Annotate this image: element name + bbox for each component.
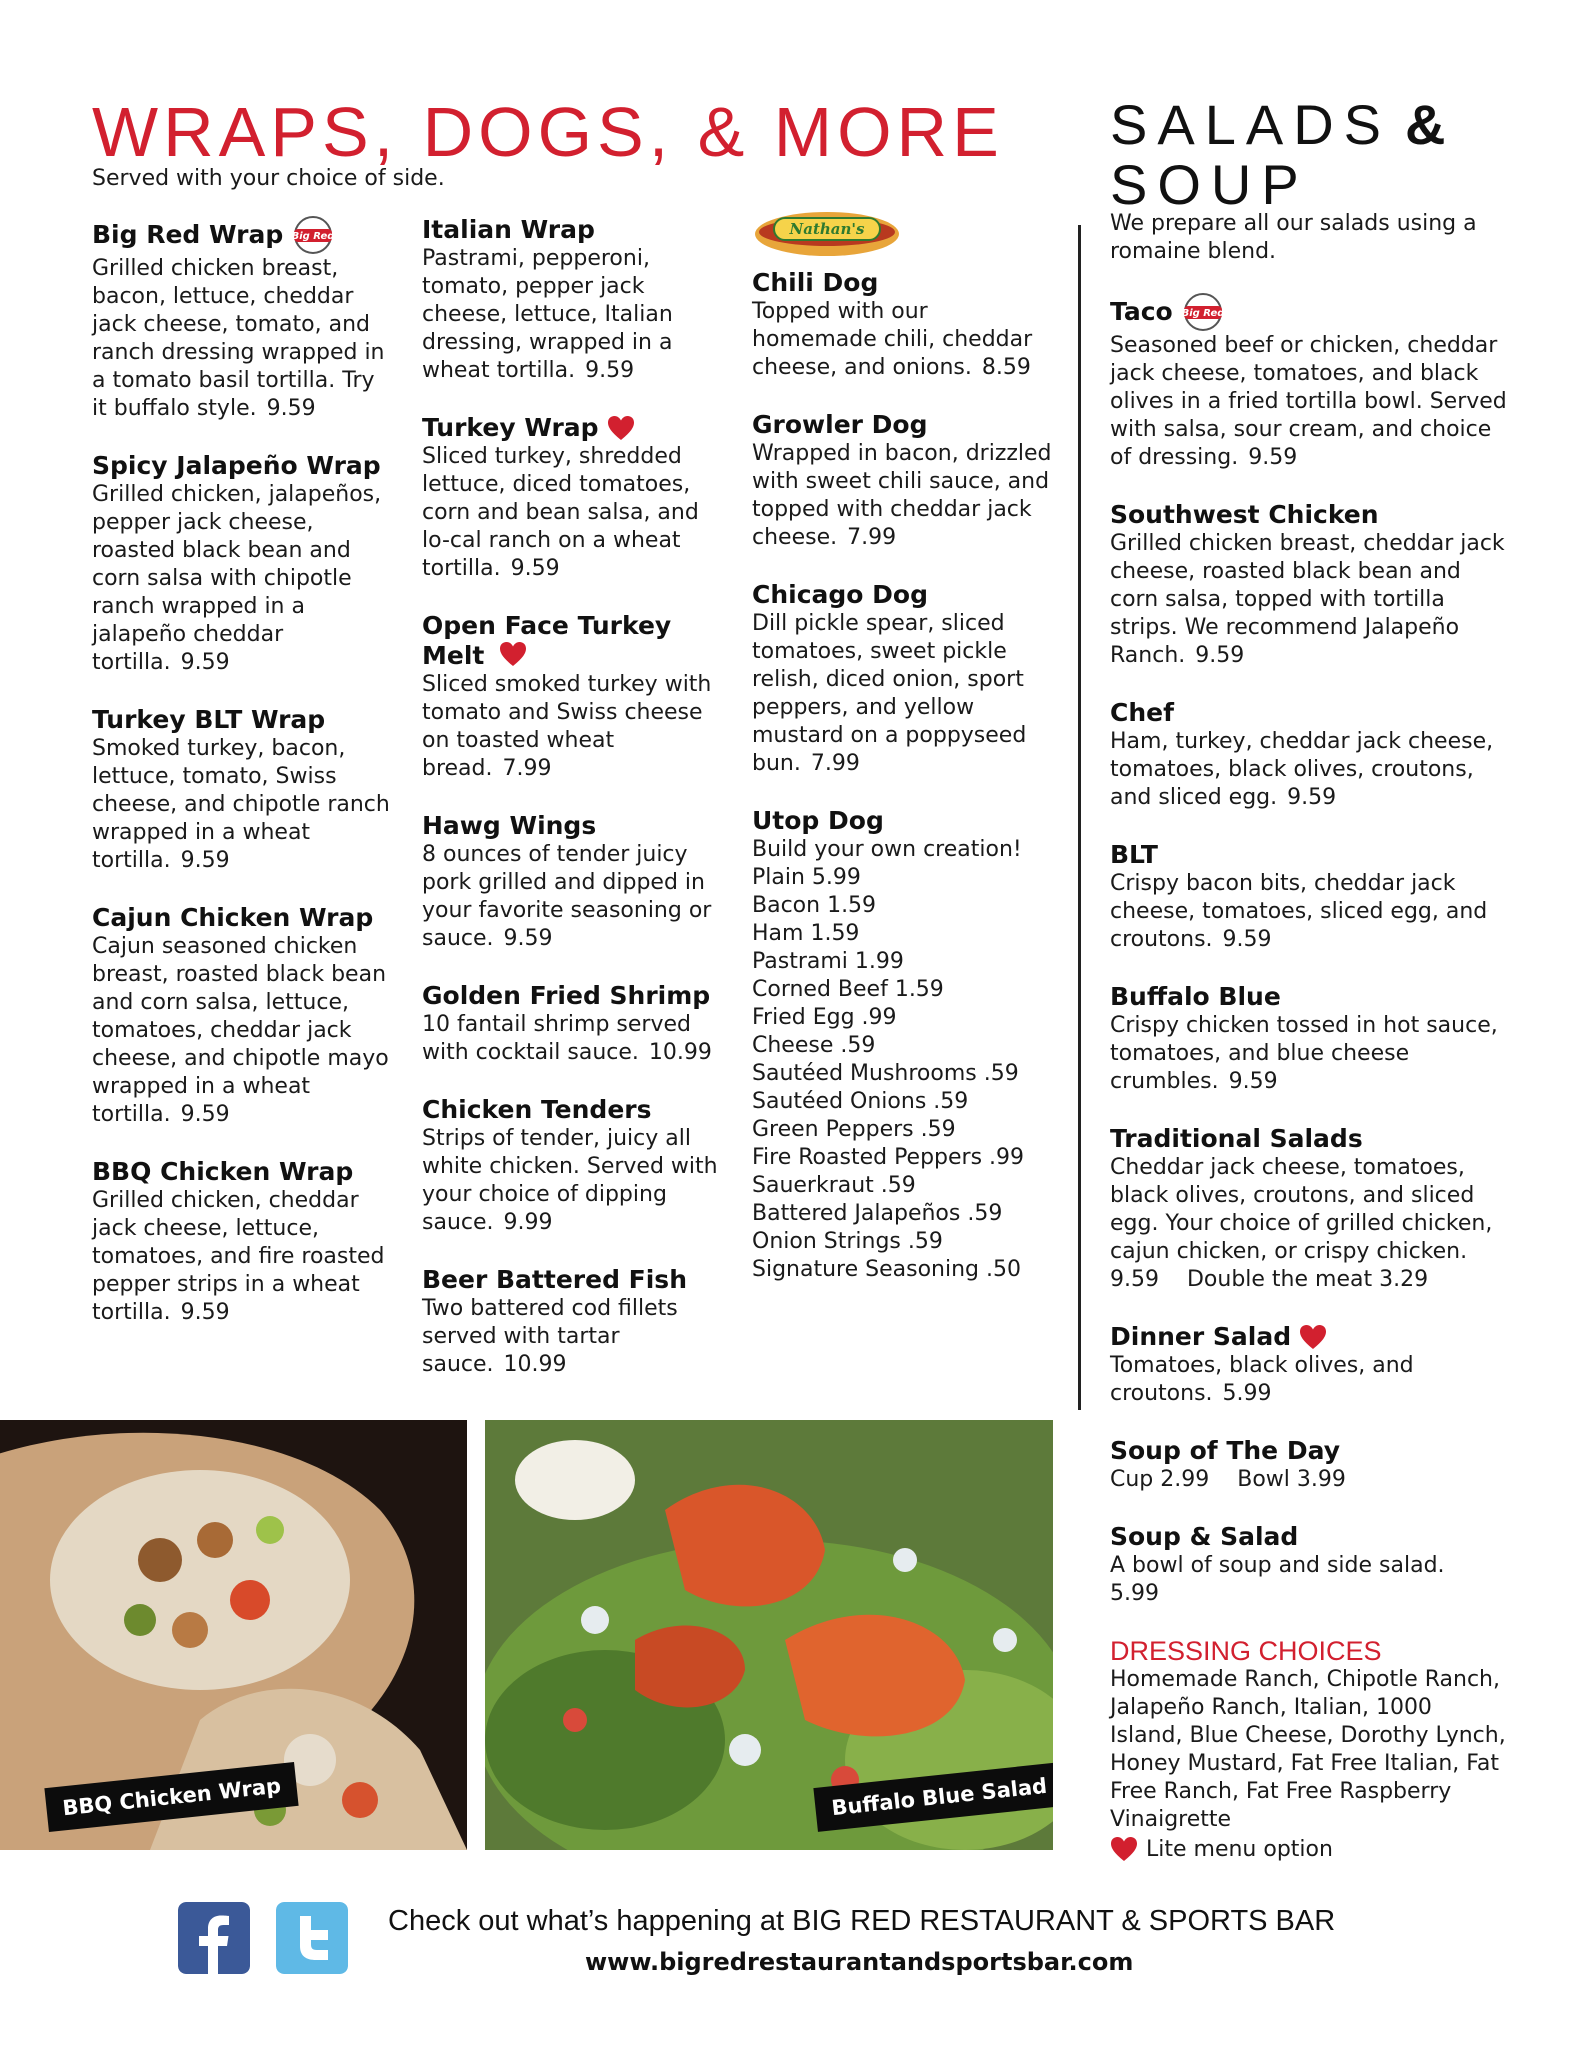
item-name: BBQ Chicken Wrap [92, 1157, 354, 1186]
salads-intro: We prepare all our salads using a romaine blend. [1110, 211, 1477, 264]
heart-icon [1299, 1324, 1327, 1350]
item-desc: Two battered cod fillets served with tartar sauce. [422, 1296, 678, 1377]
item-name: Cajun Chicken Wrap [92, 903, 374, 932]
list-item: Green Peppers .59 [752, 1117, 956, 1142]
item-name: Chef [1110, 698, 1174, 727]
menu-item-big-red-wrap [92, 215, 392, 423]
item-desc: Cajun seasoned chicken breast, roasted black bean and corn salsa, lettuce, tomatoes, cheddar jack cheese, and chipotle mayo wrapped in a wheat tortilla. [92, 934, 389, 1127]
item-price: 9.59 [180, 1102, 230, 1127]
item-price: 5.99 [1110, 1581, 1159, 1606]
list-item: Battered Jalapeños .59 [752, 1201, 1003, 1226]
menu-item-blt-salad [1110, 840, 1510, 954]
item-name: Soup of The Day [1110, 1436, 1340, 1465]
utop-addon-list [752, 864, 1052, 1284]
item-name: Golden Fried Shrimp [422, 981, 711, 1010]
list-item: Corned Beef 1.59 [752, 977, 944, 1002]
menu-item-chicago-dog [752, 580, 1052, 778]
page-subtitle: Served with your choice of side. [92, 166, 445, 191]
item-price: 9.59 [503, 926, 553, 951]
item-name: Chicken Tenders [422, 1095, 652, 1124]
item-price: 7.99 [810, 751, 860, 776]
item-desc: Grilled chicken, cheddar jack cheese, lettuce, tomatoes, and fire roasted pepper strips in a wheat tortilla. [92, 1188, 385, 1325]
dressing-choices-title: DRESSING CHOICES [1110, 1636, 1382, 1666]
item-desc: A bowl of soup and side salad. [1110, 1553, 1445, 1578]
salads-title-line1: SALADS [1110, 93, 1391, 156]
item-name: Big Red Wrap [92, 220, 284, 249]
menu-column-more [422, 215, 722, 1407]
item-price: 9.59 [180, 650, 230, 675]
page-title: WRAPS, DOGS, & MORE [92, 93, 1004, 171]
big-red-badge-icon [291, 215, 335, 255]
big-red-badge-icon [1181, 292, 1225, 332]
item-name: Chicago Dog [752, 580, 929, 609]
badge-text: Big Red [291, 231, 335, 242]
item-desc: Crispy bacon bits, cheddar jack cheese, tomatoes, sliced egg, and croutons. [1110, 871, 1488, 952]
item-price: 7.99 [502, 756, 552, 781]
menu-item-traditional-salads [1110, 1124, 1510, 1294]
menu-item-chef-salad [1110, 698, 1510, 812]
item-desc: Sliced turkey, shredded lettuce, diced tomatoes, corn and bean salsa, and lo-cal ranch on a wheat tortilla. [422, 444, 699, 581]
menu-item-chicken-tenders [422, 1095, 722, 1237]
item-desc: Seasoned beef or chicken, cheddar jack cheese, tomatoes, and black olives in a fried tortilla bowl. Served with salsa, sour cream, and choice of dressing. [1110, 333, 1507, 470]
list-item: Sauerkraut .59 [752, 1173, 916, 1198]
menu-column-dogs [752, 205, 1052, 1312]
item-desc: Build your own creation! [752, 837, 1022, 862]
photo-caption: Buffalo Blue Salad [813, 1762, 1053, 1832]
menu-item-taco-salad [1110, 292, 1510, 472]
item-desc: Dill pickle spear, sliced tomatoes, sweet pickle relish, diced onion, sport peppers, and yellow mustard on a poppyseed bun. [752, 611, 1027, 776]
item-name: Growler Dog [752, 410, 928, 439]
item-price: 9.59 [266, 396, 316, 421]
list-item: Sautéed Onions .59 [752, 1089, 969, 1114]
item-name: Open Face Turkey Melt [422, 611, 672, 670]
item-name: Dinner Salad [1110, 1322, 1292, 1351]
item-desc: Pastrami, pepperoni, tomato, pepper jack cheese, lettuce, Italian dressing, wrapped in a wheat tortilla. [422, 246, 673, 383]
list-item: Onion Strings .59 [752, 1229, 943, 1254]
item-desc: Strips of tender, juicy all white chicken. Served with your choice of dipping sauce. [422, 1126, 718, 1235]
photo-caption: BBQ Chicken Wrap [44, 1762, 299, 1832]
item-desc: Wrapped in bacon, drizzled with sweet chili sauce, and topped with cheddar jack cheese. [752, 441, 1052, 550]
item-desc: Smoked turkey, bacon, lettuce, tomato, Swiss cheese, and chipotle ranch wrapped in a wheat tortilla. [92, 736, 390, 873]
menu-item-soup-of-the-day [1110, 1436, 1510, 1494]
menu-item-soup-and-salad [1110, 1522, 1510, 1608]
list-item: Sautéed Mushrooms .59 [752, 1061, 1019, 1086]
item-name: BLT [1110, 840, 1158, 869]
website-link[interactable]: www.bigredrestaurantandsportsbar.com [585, 1948, 1134, 1976]
lite-menu-label: Lite menu option [1146, 1836, 1333, 1862]
item-desc: Ham, turkey, cheddar jack cheese, tomatoes, black olives, croutons, and sliced egg. [1110, 729, 1494, 810]
item-desc: Tomatoes, black olives, and croutons. [1110, 1353, 1414, 1406]
item-name: Utop Dog [752, 806, 884, 835]
item-name: Buffalo Blue [1110, 982, 1281, 1011]
heart-icon [1110, 1836, 1138, 1862]
item-price: 9.59 [1110, 1267, 1159, 1292]
item-desc: Grilled chicken, jalapeños, pepper jack cheese, roasted black bean and corn salsa with chipotle ranch wrapped in a jalapeño cheddar tortilla. [92, 482, 382, 675]
menu-item-dinner-salad [1110, 1322, 1510, 1408]
item-desc: Crispy chicken tossed in hot sauce, tomatoes, and blue cheese crumbles. [1110, 1013, 1498, 1094]
lite-menu-legend [1110, 1836, 1333, 1862]
list-item: Signature Seasoning .50 [752, 1257, 1021, 1282]
menu-item-turkey-wrap [422, 413, 722, 583]
list-item: Ham 1.59 [752, 921, 860, 946]
facebook-icon[interactable] [178, 1902, 250, 1974]
menu-item-open-face-turkey-melt [422, 611, 722, 783]
item-price: 9.99 [503, 1210, 553, 1235]
column-divider [1078, 225, 1081, 1410]
item-desc: Cheddar jack cheese, tomatoes, black olives, croutons, and sliced egg. Your choice of grilled chicken, cajun chicken, or crispy chicken. [1110, 1155, 1493, 1264]
item-desc: Topped with our homemade chili, cheddar cheese, and onions. [752, 299, 1033, 380]
menu-item-turkey-blt-wrap [92, 705, 392, 875]
dressing-choices-list: Homemade Ranch, Chipotle Ranch, Jalapeño Ranch, Italian, 1000 Island, Blue Cheese, Dorothy Lynch, Honey Mustard, Fat Free Italian, Fat Free Ranch, Fat Free Raspberry Vinaigrette [1110, 1667, 1506, 1832]
item-name: Beer Battered Fish [422, 1265, 687, 1294]
item-price: 9.59 [1248, 445, 1298, 470]
item-desc: Grilled chicken breast, bacon, lettuce, cheddar jack cheese, tomato, and ranch dressing wrapped in a tomato basil tortilla. Try it buffalo style. [92, 256, 385, 421]
badge-text: Big Red [1181, 308, 1225, 319]
salads-title-amp: & [1405, 93, 1446, 156]
item-name: Traditional Salads [1110, 1124, 1363, 1153]
item-price: 9.59 [510, 556, 560, 581]
heart-icon [607, 415, 635, 441]
menu-item-chili-dog [752, 268, 1052, 382]
item-price: 9.59 [180, 848, 230, 873]
menu-column-wraps [92, 215, 392, 1355]
list-item: Cheese .59 [752, 1033, 876, 1058]
menu-item-southwest-chicken [1110, 500, 1510, 670]
item-name: Soup & Salad [1110, 1522, 1299, 1551]
item-price: 9.59 [1195, 643, 1245, 668]
item-price: 8.59 [981, 355, 1031, 380]
menu-column-salads [1110, 210, 1510, 1834]
salads-section-title [1110, 95, 1445, 215]
item-price: 5.99 [1222, 1381, 1272, 1406]
item-name: Taco [1110, 297, 1173, 326]
list-item: Bacon 1.59 [752, 893, 877, 918]
menu-item-utop-dog [752, 806, 1052, 1284]
logo-text: Nathan's [789, 220, 865, 238]
item-name: Italian Wrap [422, 215, 595, 244]
soup-bowl-price: Bowl 3.99 [1237, 1467, 1346, 1492]
bbq-chicken-wrap-photo [0, 1420, 467, 1850]
menu-item-bbq-chicken-wrap [92, 1157, 392, 1327]
menu-item-growler-dog [752, 410, 1052, 552]
menu-item-buffalo-blue [1110, 982, 1510, 1096]
menu-item-italian-wrap [422, 215, 722, 385]
menu-item-golden-fried-shrimp [422, 981, 722, 1067]
item-price: 10.99 [648, 1040, 712, 1065]
list-item: Fire Roasted Peppers .99 [752, 1145, 1025, 1170]
nathans-hotdog-logo [752, 200, 902, 260]
item-desc: Grilled chicken breast, cheddar jack cheese, roasted black bean and corn salsa, topped with tortilla strips. We recommend Jalapeño Ranch. [1110, 531, 1505, 668]
buffalo-blue-salad-photo [485, 1420, 1053, 1850]
salads-title-line2: SOUP [1110, 153, 1309, 216]
item-name: Hawg Wings [422, 811, 597, 840]
item-price: 9.59 [1287, 785, 1337, 810]
item-price: 9.59 [180, 1300, 230, 1325]
twitter-icon[interactable] [276, 1902, 348, 1974]
item-price: 7.99 [847, 525, 897, 550]
soup-cup-price: Cup 2.99 [1110, 1467, 1210, 1492]
list-item: Pastrami 1.99 [752, 949, 904, 974]
heart-icon [499, 641, 527, 667]
item-price: 9.59 [585, 358, 635, 383]
menu-item-cajun-chicken-wrap [92, 903, 392, 1129]
item-desc: 8 ounces of tender juicy pork grilled and dipped in your favorite seasoning or sauce. [422, 842, 712, 951]
footer-tagline: Check out what’s happening at BIG RED RESTAURANT & SPORTS BAR [388, 1905, 1336, 1937]
item-desc: Sliced smoked turkey with tomato and Swiss cheese on toasted wheat bread. [422, 672, 712, 781]
item-name: Spicy Jalapeño Wrap [92, 451, 381, 480]
item-name: Chili Dog [752, 268, 879, 297]
item-desc: 10 fantail shrimp served with cocktail sauce. [422, 1012, 691, 1065]
item-extra: Double the meat 3.29 [1186, 1267, 1429, 1292]
item-price: 10.99 [503, 1352, 567, 1377]
list-item: Fried Egg .99 [752, 1005, 897, 1030]
item-name: Turkey BLT Wrap [92, 705, 326, 734]
menu-item-beer-battered-fish [422, 1265, 722, 1379]
list-item: Plain 5.99 [752, 865, 861, 890]
item-price: 9.59 [1228, 1069, 1278, 1094]
item-name: Southwest Chicken [1110, 500, 1379, 529]
menu-item-spicy-jalapeno-wrap [92, 451, 392, 677]
menu-item-hawg-wings [422, 811, 722, 953]
item-name: Turkey Wrap [422, 413, 599, 442]
item-price: 9.59 [1222, 927, 1272, 952]
